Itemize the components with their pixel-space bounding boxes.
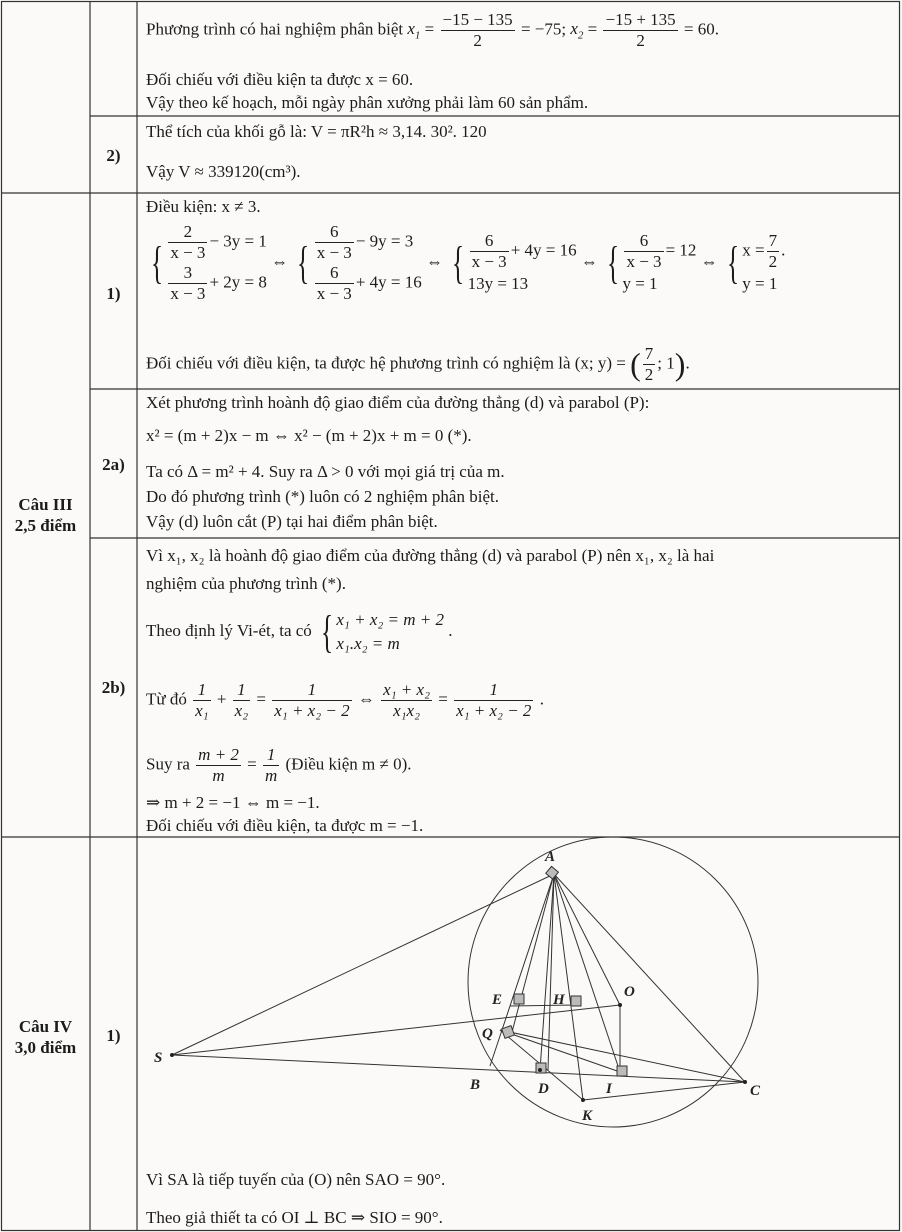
frac-root2-den: 2 [636, 31, 645, 50]
c4-1-l2: Theo giả thiết ta có OI ⊥ BC ⇒ SIO = 90°. [146, 1208, 443, 1227]
l5-f2n: 1 [263, 745, 279, 766]
s4a-num: 6 [624, 231, 663, 252]
section-cau4-title: Câu IV [18, 1017, 73, 1036]
s5a-den: 2 [768, 251, 778, 271]
top-line3: Vậy theo kế hoạch, mỗi ngày phân xưởng phải làm 60 sản phẩm. [146, 93, 589, 112]
brace-5: { [726, 237, 740, 288]
frac-root1-den: 2 [473, 31, 482, 50]
label-E: E [492, 992, 503, 1008]
l3-pre: Theo định lý Vi-ét, ta có [146, 620, 312, 640]
l4-eq2: = [438, 689, 448, 709]
res1: = −75; [520, 19, 567, 39]
l4-f3d: x₁ + x₂ − 2 [274, 701, 350, 720]
var-x1-name: x [407, 19, 415, 39]
vieta-row1: x₁ + x₂ = m + 2 [336, 610, 444, 629]
var-x1-sub: 1 [414, 29, 421, 42]
s2b-den: x − 3 [316, 284, 352, 303]
paren-open: ( [630, 346, 641, 382]
row-label-4-1: 1) [106, 1026, 121, 1045]
l4-f5n: 1 [454, 680, 533, 701]
brace-4: { [607, 237, 620, 288]
c3-2a-l2: x² = (m + 2)x − m ⇔ x² − (m + 2)x + m = 0 (*). [146, 426, 472, 445]
s1b-num: 3 [168, 263, 207, 284]
label-I: I [606, 1081, 612, 1097]
section-cau3-title: Câu III [18, 495, 73, 514]
concl-post: ; 1 [657, 353, 675, 373]
s2a-rest: − 9y = 3 [355, 231, 414, 251]
row-label-2: 2) [106, 146, 121, 165]
label-Q: Q [482, 1026, 493, 1042]
system-3-row2: 13y = 13 [467, 273, 529, 293]
equiv-3: ⇔ [580, 251, 598, 271]
s2a-num: 6 [315, 222, 354, 243]
brace-2: { [297, 237, 310, 288]
l5-f1n: m + 2 [198, 745, 239, 764]
s1b-rest: + 2y = 8 [209, 272, 267, 292]
equiv-2: ⇔ [426, 251, 443, 271]
concl-den: 2 [644, 365, 654, 384]
l4-equiv: ⇔ [357, 689, 375, 709]
c3-1-cond: Điều kiện: x ≠ 3. [146, 197, 261, 216]
top-line1-text: Phương trình có hai nghiệm phân biệt [146, 19, 404, 39]
s3a-rest: + 4y = 16 [510, 239, 577, 259]
var-x2: $x_2$ [570, 19, 584, 42]
volume-line2: Vậy V ≈ 339120(cm³). [146, 162, 301, 181]
s2b-num: 6 [315, 263, 354, 284]
frac-root2-num: −15 + 135 [605, 10, 676, 29]
l4-pre: Từ đó [146, 689, 187, 709]
s3a-den: x − 3 [471, 251, 507, 271]
row-label-3-1: 1) [106, 284, 121, 303]
l4-f5d: x₁ + x₂ − 2 [456, 701, 532, 720]
l4-f4d: x₁x₂ [393, 701, 420, 720]
s4a-den: x − 3 [626, 251, 662, 271]
l4-f1n: 1 [193, 680, 210, 701]
equiv-1: ⇔ [271, 251, 289, 271]
l5-post: (Điều kiện m ≠ 0). [285, 754, 412, 774]
system-4-row2: y = 1 [622, 273, 658, 293]
s5a-num: 7 [768, 230, 778, 250]
l4-post: . [539, 689, 544, 709]
c3-2b-l2: nghiệm của phương trình (*). [146, 574, 346, 593]
c3-2a-l4: Do đó phương trình (*) luôn có 2 nghiệm phân biệt. [146, 487, 499, 506]
label-C: C [750, 1083, 761, 1099]
l4-eq1: = [256, 689, 266, 709]
l4-f1d: x₁ [195, 701, 209, 720]
l4-f4n: x₁ + x₂ [383, 680, 430, 699]
l3-post: . [448, 620, 453, 640]
c3-2b-l5: Suy ra $\frac{m + 2}{m}$ = $\frac{1}{m}$ (Điều kiện m ≠ 0). [146, 745, 412, 785]
l4-f3n: 1 [272, 680, 351, 701]
l5-f2d: m [265, 766, 278, 785]
concl-end: . [685, 353, 690, 373]
label-S: S [154, 1050, 163, 1066]
s1a-den: x − 3 [170, 243, 206, 262]
label-A: A [545, 849, 556, 865]
top-line1: Phương trình có hai nghiệm phân biệt $x_1$ = $\frac{-15 - 135}{2}$ = −75; $x_2$ = $\frac{-15 + 135}{2}$ = 60. [146, 10, 720, 50]
l5-pre: Suy ra [146, 754, 190, 774]
equiv-4: ⇔ [700, 251, 718, 271]
label-O: O [624, 984, 635, 1000]
brace-1: { [150, 237, 164, 288]
l4-f2d: x₂ [234, 701, 249, 720]
s2a-den: x − 3 [316, 243, 352, 262]
concl-num: 7 [644, 344, 654, 363]
res2: = 60. [683, 19, 720, 39]
c3-2a-l1: Xét phương trình hoành độ giao điểm của đường thẳng (d) và parabol (P): [146, 393, 650, 412]
brace-3: { [452, 237, 465, 288]
c3-2b-l7: Đối chiếu với điều kiện, ta được m = −1. [146, 816, 424, 835]
section-cau3-points: 2,5 điểm [14, 516, 77, 535]
c3-2b-l6: ⇒ m + 2 = −1 ⇔ m = −1. [146, 793, 320, 812]
c3-2a-l3: Ta có Δ = m² + 4. Suy ra Δ > 0 với mọi giá trị của m. [146, 462, 505, 481]
c3-2b-l1: Vì x₁, x₂ là hoành độ giao điểm của đường thẳng (d) và parabol (P) nên x₁, x₂ là hai [146, 546, 715, 565]
c4-1-l1: Vì SA là tiếp tuyến của (O) nên SAO = 90°. [146, 1170, 446, 1189]
s1a-rest: − 3y = 1 [209, 231, 267, 251]
eq-sign: = [424, 19, 435, 39]
s1b-den: x − 3 [170, 284, 206, 303]
l5-f1d: m [212, 766, 225, 785]
brace-vieta: { [321, 606, 334, 657]
vieta-row2: x₁.x₂ = m [336, 634, 400, 653]
l4-f2n: 1 [233, 680, 250, 701]
concl-pre: Đối chiếu với điều kiện, ta được hệ phương trình có nghiệm là (x; y) = [146, 353, 626, 373]
row-label-3-2b: 2b) [101, 678, 126, 697]
top-line2: Đối chiếu với điều kiện ta được x = 60. [146, 70, 414, 89]
label-B: B [470, 1077, 481, 1093]
paren-close: ) [674, 346, 686, 382]
s5a-post: . [781, 239, 786, 259]
l4-plus: + [216, 689, 227, 709]
volume-line1: Thể tích của khối gỗ là: V = πR²h ≈ 3,14. 30². 120 [146, 122, 487, 141]
row-label-3-2a: 2a) [102, 455, 125, 474]
label-D: D [538, 1081, 549, 1097]
frac-root1-num: −15 − 135 [442, 10, 513, 29]
label-K: K [582, 1108, 593, 1124]
s3a-num: 6 [470, 231, 509, 252]
s1a-num: 2 [168, 222, 207, 243]
s2b-rest: + 4y = 16 [355, 272, 422, 292]
c3-2a-l5: Vậy (d) luôn cắt (P) tại hai điểm phân biệt. [146, 512, 438, 531]
circle-o [468, 837, 758, 1127]
s5a-pre: x = [742, 239, 765, 259]
system-5-row2: y = 1 [742, 273, 778, 293]
section-cau4-points: 3,0 điểm [14, 1038, 77, 1057]
s4a-rest: = 12 [665, 239, 697, 259]
label-H: H [553, 992, 565, 1008]
